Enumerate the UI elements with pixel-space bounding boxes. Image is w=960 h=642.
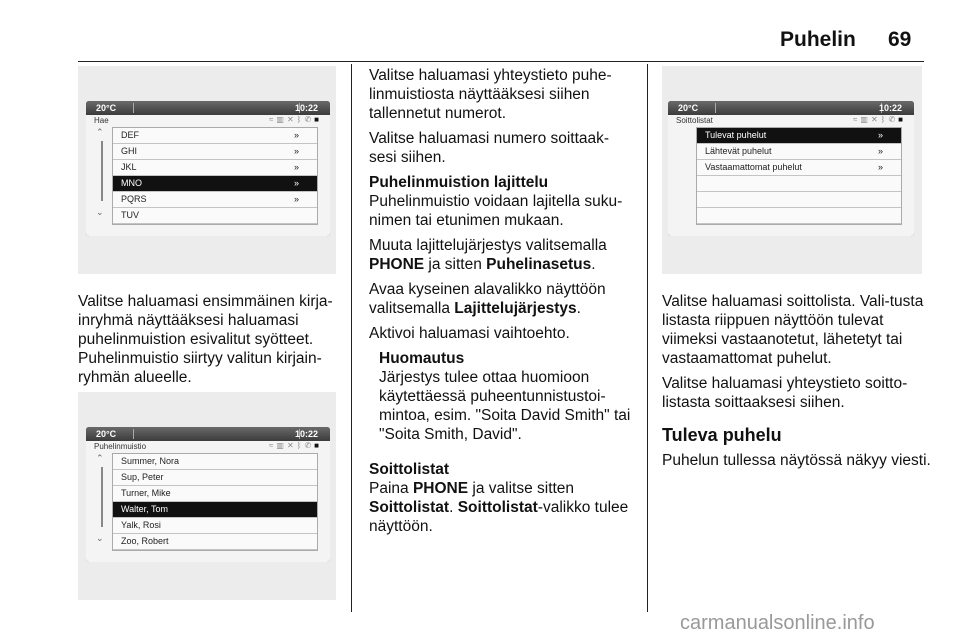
list-item-label: Yalk, Rosi	[121, 520, 161, 530]
paragraph: Valitse haluamasi ensimmäinen kirja-inryhmä näyttääksesi haluamasi puhelinmuistion esivalitut syötteet. Puhelinmuistio siirtyy valitun kirjain-ryhmän alueelle.	[78, 293, 333, 386]
display-screen	[668, 101, 914, 236]
status-bar	[668, 101, 914, 115]
page-section-title: Puhelin	[780, 28, 856, 51]
clock: 10:22	[294, 429, 318, 439]
paragraph: Puhelinmuistio voidaan lajitella suku-nimen tai etunimen mukaan.	[369, 193, 623, 229]
bluetooth-icon: ᛒ	[296, 115, 305, 124]
subheading: Puhelinmuistion lajittelu	[369, 174, 549, 191]
battery-icon: ■	[898, 115, 906, 124]
list-item-label: Walter, Tom	[121, 504, 169, 514]
list-item[interactable]	[697, 176, 901, 192]
list-item-label: JKL	[121, 162, 137, 172]
chevron-right-icon: »	[877, 146, 883, 156]
chevron-right-icon: »	[293, 130, 299, 140]
bluetooth-icon: ᛒ	[880, 115, 889, 124]
paragraph: Aktivoi haluamasi vaihtoehto.	[369, 325, 570, 342]
list-item[interactable]	[113, 192, 317, 208]
list-item[interactable]	[113, 502, 317, 518]
header-rule	[78, 61, 924, 62]
note-block	[379, 349, 635, 444]
scrollbar[interactable]	[101, 141, 103, 201]
signal-icon: ▥	[276, 115, 287, 124]
scrollbar[interactable]	[101, 467, 103, 527]
battery-icon: ■	[314, 115, 322, 124]
screen-panel-search	[78, 66, 336, 274]
watermark: carmanualsonline.info	[680, 612, 875, 634]
chevron-right-icon: »	[293, 194, 299, 204]
display-screen	[86, 427, 330, 562]
screen-panel-calllists	[662, 66, 922, 274]
signal-icon: ▥	[276, 441, 287, 450]
screen-title: Soittolistat	[676, 116, 713, 125]
list-item-label: Sup, Peter	[121, 472, 164, 482]
page-number: 69	[888, 28, 912, 51]
list-item[interactable]	[113, 470, 317, 486]
status-icons	[269, 115, 322, 124]
chevron-down-icon[interactable]: ⌄	[96, 533, 104, 543]
mute-icon: ✕	[870, 115, 881, 124]
chevron-right-icon: »	[293, 162, 299, 172]
wifi-icon: ≈	[268, 441, 277, 450]
display-screen	[86, 101, 330, 236]
chevron-right-icon: »	[293, 178, 299, 188]
wifi-icon: ≈	[268, 115, 277, 124]
bluetooth-icon: ᛒ	[296, 441, 305, 450]
status-bar	[86, 427, 330, 441]
chevron-right-icon: »	[293, 146, 299, 156]
clock: 10:22	[294, 103, 318, 113]
status-bar	[86, 101, 330, 115]
screen-body	[668, 115, 914, 236]
section-heading: Tuleva puhelu	[662, 425, 782, 445]
column-3-text	[662, 292, 932, 476]
list-item[interactable]	[113, 518, 317, 534]
paragraph: Muuta lajittelujärjestys valitsemalla PHONE ja sitten Puhelinasetus.	[369, 237, 607, 273]
chevron-up-icon[interactable]: ⌃	[96, 453, 104, 463]
temperature: 20°C	[678, 103, 699, 113]
contact-list	[112, 453, 318, 551]
wifi-icon: ≈	[852, 115, 861, 124]
phone-icon: ✆	[304, 115, 315, 124]
screen-title: Puhelinmuistio	[94, 442, 147, 451]
list-item[interactable]	[113, 176, 317, 192]
letter-group-list	[112, 127, 318, 225]
screen-panel-phonebook	[78, 392, 336, 600]
list-item-label: Vastaamattomat puhelut	[705, 162, 802, 172]
paragraph: Valitse haluamasi numero soittaak-sesi siihen.	[369, 130, 610, 166]
list-item[interactable]	[697, 128, 901, 144]
paragraph: Avaa kyseinen alavalikko näyttöön valitsemalla Lajittelujärjestys.	[369, 281, 606, 317]
paragraph: Valitse haluamasi soittolista. Vali-tusta listasta riippuen näyttöön tulevat viimeksi vastaanotetut, lähetetyt tai vastaamattomat puhelut.	[662, 293, 924, 367]
mute-icon: ✕	[286, 115, 297, 124]
list-item[interactable]	[697, 144, 901, 160]
list-item[interactable]	[113, 534, 317, 550]
paragraph: Puhelun tullessa näytössä näkyy viesti.	[662, 452, 931, 469]
note-heading: Huomautus	[379, 350, 465, 367]
list-item-label: DEF	[121, 130, 139, 140]
paragraph: Valitse haluamasi yhteystieto puhe-linmuistiosta näyttääksesi siihen tallennetut numerot.	[369, 67, 612, 122]
screen-title: Hae	[94, 116, 109, 125]
column-divider	[647, 64, 648, 612]
column-divider	[351, 64, 352, 612]
subheading: Soittolistat	[369, 461, 450, 478]
status-icons	[269, 441, 322, 450]
list-item[interactable]	[697, 160, 901, 176]
list-item-label: Zoo, Robert	[121, 536, 169, 546]
chevron-right-icon: »	[877, 130, 883, 140]
chevron-right-icon: »	[877, 162, 883, 172]
list-item-label: Summer, Nora	[121, 456, 180, 466]
chevron-down-icon[interactable]: ⌄	[96, 207, 104, 217]
column-2-text	[369, 66, 635, 542]
list-item[interactable]	[113, 160, 317, 176]
phone-icon: ✆	[304, 441, 315, 450]
phone-icon: ✆	[888, 115, 899, 124]
list-item[interactable]	[697, 192, 901, 208]
column-1-text	[78, 292, 344, 393]
temperature: 20°C	[96, 429, 117, 439]
mute-icon: ✕	[286, 441, 297, 450]
list-item-label: MNO	[121, 178, 142, 188]
status-icons	[853, 115, 906, 124]
note-text: Järjestys tulee ottaa huomioon käytettäessä puheentunnistustoi-mintoa, esim. "Soita David Smith" tai "Soita Smith, David".	[379, 369, 631, 443]
battery-icon: ■	[314, 441, 322, 450]
temperature: 20°C	[96, 103, 117, 113]
list-item-label: Tulevat puhelut	[705, 130, 767, 140]
list-item[interactable]	[113, 486, 317, 502]
list-item[interactable]	[697, 208, 901, 224]
list-item-label: PQRS	[121, 194, 147, 204]
list-item-label: TUV	[121, 210, 139, 220]
screen-body	[86, 115, 330, 236]
list-item-label: Lähtevät puhelut	[705, 146, 772, 156]
signal-icon: ▥	[860, 115, 871, 124]
paragraph: Paina PHONE ja valitse sitten Soittolistat. Soittolistat-valikko tulee näyttöön.	[369, 480, 629, 535]
list-item[interactable]	[113, 144, 317, 160]
list-item[interactable]	[113, 208, 317, 224]
list-item[interactable]	[113, 128, 317, 144]
screen-body	[86, 441, 330, 562]
call-list-menu	[696, 127, 902, 225]
clock: 10:22	[878, 103, 902, 113]
list-item[interactable]	[113, 454, 317, 470]
list-item-label: Turner, Mike	[121, 488, 171, 498]
paragraph: Valitse haluamasi yhteystieto soitto-listasta soittaaksesi siihen.	[662, 375, 908, 411]
chevron-up-icon[interactable]: ⌃	[96, 127, 104, 137]
list-item-label: GHI	[121, 146, 138, 156]
